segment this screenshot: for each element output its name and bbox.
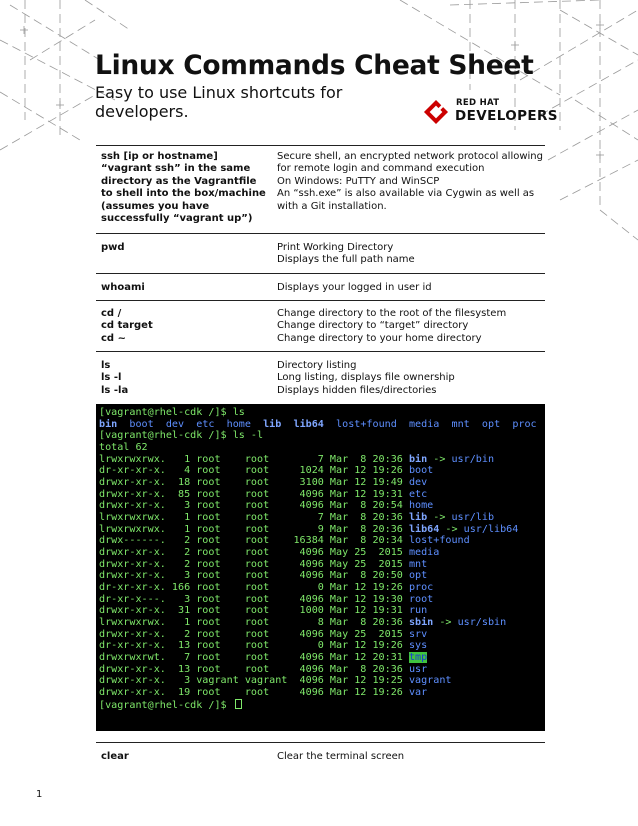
description-text: Change directory to “target” directory [277,320,469,332]
description-text: Change directory to the root of the filesystem [277,308,507,319]
command-text: cd ~ [101,332,126,344]
description-list [277,308,547,345]
command-text: successfully “vagrant up”) [101,213,253,225]
terminal-text: bin [408,453,428,465]
section-clear [96,751,545,765]
section-cd [96,308,545,348]
description-text: On Windows: PuTTY and WinSCP [277,175,440,187]
terminal-text [117,419,129,430]
terminal-line [99,559,545,571]
terminal-line [99,617,545,629]
command-list [101,282,276,294]
terminal-text: drwx------. 2 root root 16384 Mar 8 20:34 [99,535,409,547]
command-text: whoami [101,282,145,293]
logo-text-developers: DEVELOPERS [455,108,558,124]
terminal-text: vagrant [408,675,452,687]
page-title: Linux Commands Cheat Sheet [95,50,534,81]
terminal-text: run [408,605,428,617]
terminal-text: boot [408,465,434,477]
terminal-text: srv [408,628,428,640]
terminal-text: drwxr-xr-x. 19 root root 4096 Mar 12 19:26 [99,687,409,699]
terminal-text: lib [263,418,282,430]
terminal-text [184,419,196,430]
terminal-text: dr-xr-xr-x. 13 root root 0 Mar 12 19:26 [99,640,409,652]
command-text: cd target [101,320,153,332]
section-whoami [96,282,545,296]
section-pwd [96,242,545,270]
terminal-text: sys [408,640,428,652]
command-text: pwd [101,242,125,253]
page-number: 1 [36,789,43,800]
terminal-line [99,465,545,477]
terminal-screenshot [96,404,545,731]
terminal-text: -> [433,617,458,629]
terminal-line [99,629,545,641]
description-text: Displays your logged in user id [277,282,432,293]
command-list [101,242,276,254]
terminal-text [470,419,482,430]
terminal-text [397,419,409,430]
terminal-text: drwxr-xr-x. 3 root root 4096 Mar 8 20:54 [99,500,409,512]
terminal-line [99,477,545,489]
description-text: An “ssh.exe” is also available via Cygwin as well as [277,188,535,200]
terminal-text: drwxr-xr-x. 3 root root 4096 Mar 8 20:50 [99,570,409,582]
description-list [277,751,547,763]
terminal-text: mnt [451,418,470,430]
terminal-line [99,524,545,536]
terminal-text: opt [481,418,501,430]
terminal-line [99,582,545,594]
description-text: for remote login and command execution [277,163,485,175]
description-list [277,360,547,397]
terminal-line [99,594,545,606]
command-list [101,308,276,345]
terminal-line [99,407,545,419]
description-text: Secure shell, an encrypted network protocol allowing [277,151,543,162]
terminal-text: [vagrant@rhel-cdk /]$ [99,699,233,711]
terminal-text: lib64 [293,418,324,430]
terminal-text: lost+found [336,418,397,430]
command-text: to shell into the box/machine [101,188,266,200]
command-list [101,360,276,397]
terminal-text: dr-xr-xr-x. 4 root root 1024 Mar 12 19:26 [99,465,409,477]
command-text: directory as the Vagrantfile [101,175,257,187]
terminal-text: lost+found [408,535,470,547]
description-list [277,242,547,267]
terminal-text: drwxr-xr-x. 2 root root 4096 May 25 2015 [99,547,409,559]
terminal-text: media [408,418,440,430]
command-text: cd / [101,308,122,319]
terminal-line [99,664,545,676]
terminal-text: total 62 [99,442,148,454]
terminal-text: lrwxrwxrwx. 1 root root 7 Mar 8 20:36 [99,512,409,524]
terminal-text: sbin [408,617,434,629]
terminal-line [99,640,545,652]
description-text: Print Working Directory [277,242,394,253]
terminal-text: root [408,593,434,605]
terminal-text: drwxr-xr-x. 18 root root 3100 Mar 12 19:49 [99,477,409,489]
terminal-text: proc [408,582,434,594]
terminal-text: [vagrant@rhel-cdk /]$ ls [99,407,245,418]
terminal-line [99,570,545,582]
terminal-text: tmp [408,652,428,664]
terminal-line [99,547,545,559]
terminal-line [99,430,545,442]
terminal-line [99,675,545,687]
terminal-line [99,454,545,466]
terminal-text: -> [427,512,452,524]
description-text: with a Git installation. [277,200,387,212]
terminal-text: home [408,500,434,512]
section-divider [96,273,545,274]
terminal-line [99,652,545,664]
command-text: “vagrant ssh” in the same [101,163,251,175]
terminal-line [99,687,545,699]
red-hat-developers-logo-icon [421,97,451,127]
terminal-text: drwxrwxrwt. 7 root root 4096 Mar 12 20:31 [99,652,409,664]
description-list [277,151,547,213]
terminal-text: proc [512,418,537,430]
description-text: Clear the terminal screen [277,751,405,762]
description-text: Displays hidden files/directories [277,384,437,396]
terminal-text [439,419,451,430]
terminal-text: -> [427,453,452,465]
terminal-text: boot [129,418,154,430]
terminal-line [99,419,545,431]
terminal-text: mnt [408,558,428,570]
terminal-text: [vagrant@rhel-cdk /]$ ls -l [99,430,264,442]
terminal-text: usr/bin [451,453,495,465]
terminal-text [214,419,226,430]
terminal-text: dev [408,477,428,489]
terminal-text: drwxr-xr-x. 85 root root 4096 Mar 12 19:31 [99,488,409,500]
terminal-line [99,512,545,524]
terminal-line [99,699,545,711]
description-text: Long listing, displays file ownership [277,372,455,384]
logo-text-red-hat: RED HAT [456,98,500,108]
terminal-line [99,442,545,454]
terminal-text: home [226,418,251,430]
command-text: ls [101,360,111,371]
section-ssh [96,151,545,231]
terminal-text: lrwxrwxrwx. 1 root root 8 Mar 8 20:36 [99,617,409,629]
terminal-text [281,419,293,430]
terminal-text: usr/sbin [457,617,507,629]
terminal-text: dr-xr-xr-x. 166 root root 0 Mar 12 19:26 [99,582,409,594]
description-text: Displays the full path name [277,254,415,266]
command-list [101,151,276,225]
description-text: Directory listing [277,360,357,371]
terminal-text [251,419,263,430]
terminal-text: media [408,547,440,559]
terminal-text: dev [165,418,185,430]
terminal-text: usr/lib [451,512,495,524]
terminal-text: drwxr-xr-x. 2 root root 4096 May 25 2015 [99,628,409,640]
terminal-text: dr-xr-x---. 3 root root 4096 Mar 12 19:30 [99,593,409,605]
command-text: clear [101,751,129,762]
terminal-text: lrwxrwxrwx. 1 root root 9 Mar 8 20:36 [99,523,409,535]
section-divider [96,145,545,146]
terminal-text: etc [408,488,428,500]
red-hat-developers-logo [421,97,558,127]
terminal-text: usr [408,663,428,675]
terminal-text: bin [99,418,118,430]
terminal-text: lib [408,512,428,524]
terminal-cursor [235,699,242,709]
page-subtitle: Easy to use Linux shortcuts for developers. [95,83,343,121]
description-list [277,282,547,294]
terminal-text: drwxr-xr-x. 3 vagrant vagrant 4096 Mar 12 19:25 [99,675,409,687]
terminal-text: opt [408,570,428,582]
terminal-line [99,605,545,617]
command-text: ssh [ip or hostname] [101,151,218,162]
section-divider [96,351,545,352]
terminal-text: drwxr-xr-x. 31 root root 1000 Mar 12 19:31 [99,605,409,617]
description-text: Change directory to your home directory [277,332,482,344]
terminal-text: lib64 [408,523,440,535]
command-text: ls -l [101,372,122,384]
terminal-text [324,419,336,430]
terminal-text: var [408,687,428,699]
terminal-line [99,500,545,512]
command-text: ls -la [101,384,129,396]
terminal-text [500,419,512,430]
terminal-text: -> [439,523,464,535]
section-divider [96,233,545,234]
command-text: (assumes you have [101,200,210,212]
terminal-line [99,489,545,501]
section-divider [96,742,545,743]
terminal-text: drwxr-xr-x. 2 root root 4096 May 25 2015 [99,558,409,570]
terminal-text: etc [196,418,215,430]
terminal-text: usr/lib64 [463,523,519,535]
terminal-text: lrwxrwxrwx. 1 root root 7 Mar 8 20:36 [99,453,409,465]
section-divider [96,300,545,301]
terminal-text: drwxr-xr-x. 13 root root 4096 Mar 8 20:36 [99,663,409,675]
section-ls [96,360,545,400]
terminal-text [154,419,166,430]
terminal-line [99,535,545,547]
command-list [101,751,276,763]
